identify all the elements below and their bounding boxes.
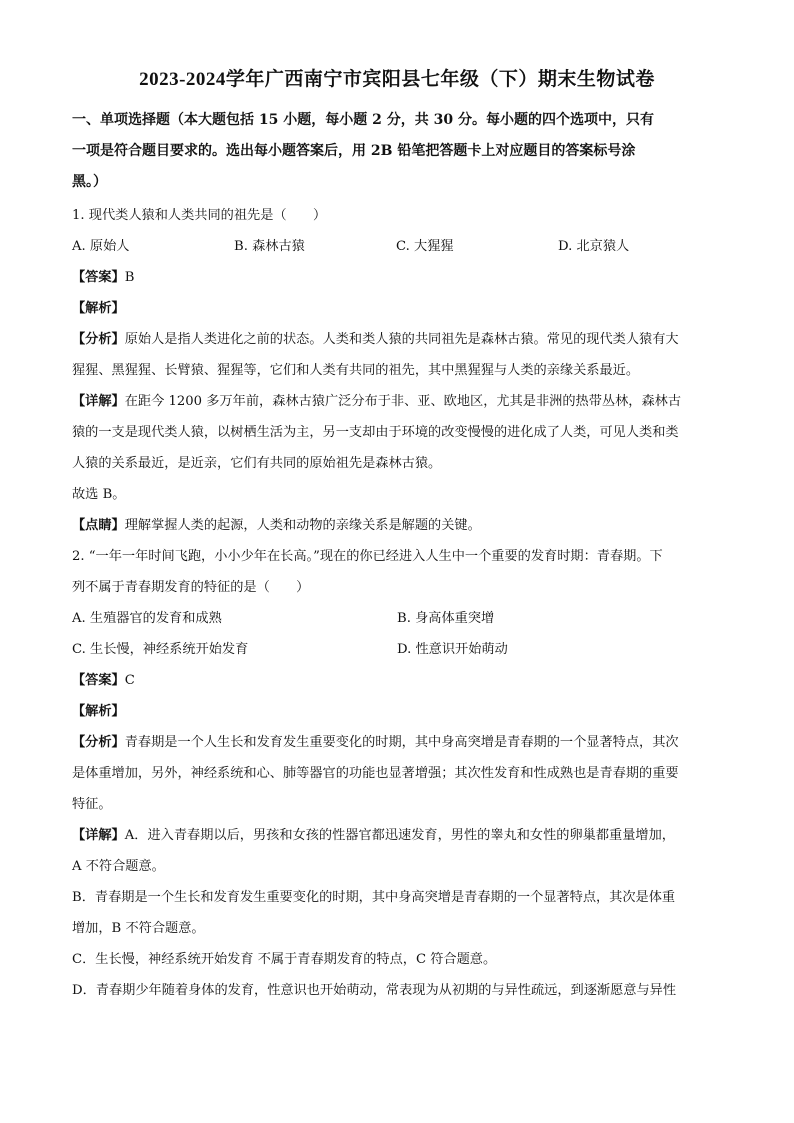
fenxi-line: 猩猩、黑猩猩、长臂猿、猩猩等，它们和人类有共同的祖先，其中黑猩猩与人类的亲缘关系最近。	[72, 363, 640, 378]
answer-label: 【答案】	[72, 673, 125, 688]
xiangjie-label: 【详解】	[72, 394, 125, 409]
answer-line	[72, 665, 722, 696]
answer-line	[72, 262, 722, 293]
question-2	[72, 541, 722, 1006]
option-c: C. 大猩猩	[396, 239, 454, 254]
fenxi-line: 【分析】青春期是一个人生长和发育发生重要变化的时期，其中身高突增是青春期的一个显著特点，其次	[72, 735, 679, 750]
exam-title: 2023-2024学年广西南宁市宾阳县七年级（下）期末生物试卷	[139, 69, 655, 90]
answer-value: B	[124, 270, 135, 285]
fenxi-line: 【分析】原始人是指人类进化之前的状态。人类和类人猿的共同祖先是森林古猿。常见的现代类人猿有大	[72, 332, 679, 347]
option-a: A. 原始人	[72, 239, 130, 254]
xiangjie-line: B．青春期是一个生长和发育发生重要变化的时期，其中身高突增是青春期的一个显著特点，其次是体重	[72, 890, 676, 905]
xiangjie-label: 【详解】	[72, 828, 125, 843]
dianjing-label: 【点睛】	[72, 518, 125, 533]
fenxi-label: 【分析】	[72, 332, 125, 347]
option-c: C. 生长慢，神经系统开始发育	[72, 642, 249, 657]
question-stem: 列不属于青春期发育的特征的是（ ）	[72, 580, 310, 595]
option-d: D. 北京猿人	[558, 239, 630, 254]
question-stem: 1. 现代类人猿和人类共同的祖先是（ ）	[72, 208, 327, 223]
option-b: B. 身高体重突增	[397, 611, 495, 626]
question-stem: 2. “一年一年时间飞跑，小小少年在长高。”现在的你已经进入人生中一个重要的发育时期：青春期。下	[72, 549, 663, 564]
option-list	[72, 231, 722, 262]
option-list	[72, 603, 722, 634]
xiangjie-line: 【详解】在距今 1200 多万年前，森林古猿广泛分布于非、亚、欧地区，尤其是非洲的热带丛林，森林古	[72, 394, 682, 409]
xiangjie-line: C．生长慢，神经系统开始发育 不属于青春期发育的特点，C 符合题意。	[72, 952, 497, 967]
xiangjie-line: D．青春期少年随着身体的发育，性意识也开始萌动，常表现为从初期的与异性疏远，到逐渐愿意与异性	[72, 983, 677, 998]
fenxi-line: 是体重增加，另外，神经系统和心、肺等器官的功能也显著增强；其次性发育和性成熟也是青春期的重要	[72, 766, 679, 781]
document-page	[72, 64, 722, 1006]
analysis-label: 【解析】	[72, 704, 125, 719]
xiangjie-line: 人猿的关系最近，是近亲，它们有共同的原始祖先是森林古猿。	[72, 456, 442, 471]
answer-value: C	[124, 673, 135, 688]
conclusion: 故选 B。	[72, 487, 126, 502]
xiangjie-line: 【详解】A．进入青春期以后，男孩和女孩的性器官都迅速发育，男性的睾丸和女性的卵巢都重量增加，	[72, 828, 675, 843]
analysis-label: 【解析】	[72, 301, 125, 316]
answer-label: 【答案】	[72, 270, 125, 285]
fenxi-label: 【分析】	[72, 735, 125, 750]
option-list	[72, 634, 722, 665]
option-d: D. 性意识开始萌动	[397, 642, 508, 657]
option-b: B. 森林古猿	[234, 239, 305, 254]
question-1	[72, 200, 722, 541]
option-a: A. 生殖器官的发育和成熟	[72, 611, 222, 626]
xiangjie-line: 增加，B 不符合题意。	[72, 921, 205, 936]
xiangjie-line: A 不符合题意。	[72, 859, 165, 874]
section-heading: 一、单项选择题（本大题包括 15 小题，每小题 2 分，共 30 分。每小题的四个选项中，只有 一项是符合题目要求的。选出每小题答案后，用 2B 铅笔把答题卡上对应题目的答案标号涂 黑。）	[72, 112, 654, 190]
xiangjie-line: 猿的一支是现代类人猿，以树栖生活为主，另一支却由于环境的改变慢慢的进化成了人类，可见人类和类	[72, 425, 679, 440]
fenxi-line: 特征。	[72, 797, 112, 812]
dianjing-line: 【点睛】理解掌握人类的起源，人类和动物的亲缘关系是解题的关键。	[72, 518, 481, 533]
